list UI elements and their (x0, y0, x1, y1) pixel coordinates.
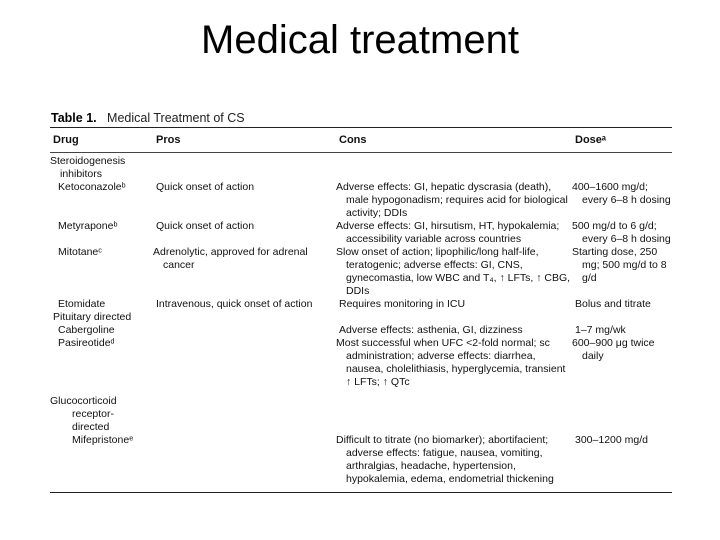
table-row (50, 434, 672, 486)
group-row (50, 311, 672, 324)
cons-ketoconazole: Adverse effects: GI, hepatic dyscrasia (death), male hypogonadism; requires acid for biological activity; DDIs (336, 181, 568, 219)
group-steroidogenesis: Steroidogenesis inhibitors (50, 155, 126, 180)
table-caption-text: Medical Treatment of CS (107, 111, 245, 125)
group-row (50, 153, 672, 181)
bottom-rule (50, 492, 672, 493)
dose-etomidate: Bolus and titrate (575, 298, 651, 310)
table-row (50, 246, 672, 298)
dose-mitotane: Starting dose, 250 mg; 500 mg/d to 8 g/d (572, 246, 667, 284)
cons-pasireotide: Most successful when UFC <2-fold normal; sc administration; adverse effects: diarrhea, nausea, cholelithiasis, hyperglycemia, transient ↑ LFTs; ↑ QTc (336, 337, 566, 388)
header-pros: Pros (156, 134, 181, 146)
drug-pasireotide: Pasireotideᵈ (58, 337, 115, 349)
dose-metyrapone: 500 mg/d to 6 g/d; every 6–8 h dosing (572, 220, 671, 245)
drug-ketoconazole: Ketoconazoleᵇ (58, 181, 126, 193)
dose-mifepristone: 300–1200 mg/d (575, 434, 648, 446)
table-row (50, 337, 672, 389)
pros-etomidate: Intravenous, quick onset of action (156, 298, 313, 310)
table-row (50, 220, 672, 246)
dose-ketoconazole: 400–1600 mg/d; every 6–8 h dosing (572, 181, 671, 206)
cons-etomidate: Requires monitoring in ICU (339, 298, 466, 310)
cons-cabergoline: Adverse effects: asthenia, GI, dizziness (339, 324, 523, 336)
table-caption-label: Table 1. (51, 111, 97, 125)
data-table-body (50, 153, 672, 486)
data-table (50, 128, 672, 152)
cons-mitotane: Slow onset of action; lipophilic/long half-life, teratogenic; adverse effects: GI, CNS, gynecomastia, low WBC and T₄, ↑ LFTs, ↑ CBG, DDIs (336, 246, 571, 297)
header-drug: Drug (53, 134, 79, 146)
dose-cabergoline: 1–7 mg/wk (575, 324, 626, 336)
group-glucocorticoid: Glucocorticoid receptor-directed (50, 395, 117, 433)
table-row (50, 324, 672, 337)
table-row (50, 181, 672, 220)
drug-metyrapone: Metyraponeᵇ (58, 220, 118, 232)
drug-mitotane: Mitotaneᶜ (58, 246, 102, 258)
dose-pasireotide: 600–900 μg twice daily (572, 337, 655, 362)
drug-cabergoline: Cabergoline (58, 324, 115, 336)
cons-metyrapone: Adverse effects: GI, hirsutism, HT, hypokalemia; accessibility variable across countries (336, 220, 560, 245)
table-caption (50, 109, 672, 127)
medical-treatment-table (50, 109, 672, 493)
drug-etomidate: Etomidate (58, 298, 106, 310)
group-row (50, 389, 672, 434)
pros-metyrapone: Quick onset of action (156, 220, 255, 232)
header-dose: Doseᵃ (575, 134, 607, 146)
table-row (50, 298, 672, 311)
slide-title: Medical treatment (201, 18, 519, 62)
pros-mitotane: Adrenolytic, approved for adrenal cancer (153, 246, 308, 271)
drug-mifepristone: Mifepristoneᵉ (72, 434, 134, 446)
group-pituitary: Pituitary directed (53, 311, 132, 323)
header-row (50, 128, 672, 152)
header-cons: Cons (339, 134, 367, 146)
cons-mifepristone: Difficult to titrate (no biomarker); abortifacient; adverse effects: fatigue, nausea, vomiting, arthralgias, headache, hypertension, hypokalemia, edema, endometrial thickening (336, 434, 554, 485)
pros-ketoconazole: Quick onset of action (156, 181, 255, 193)
